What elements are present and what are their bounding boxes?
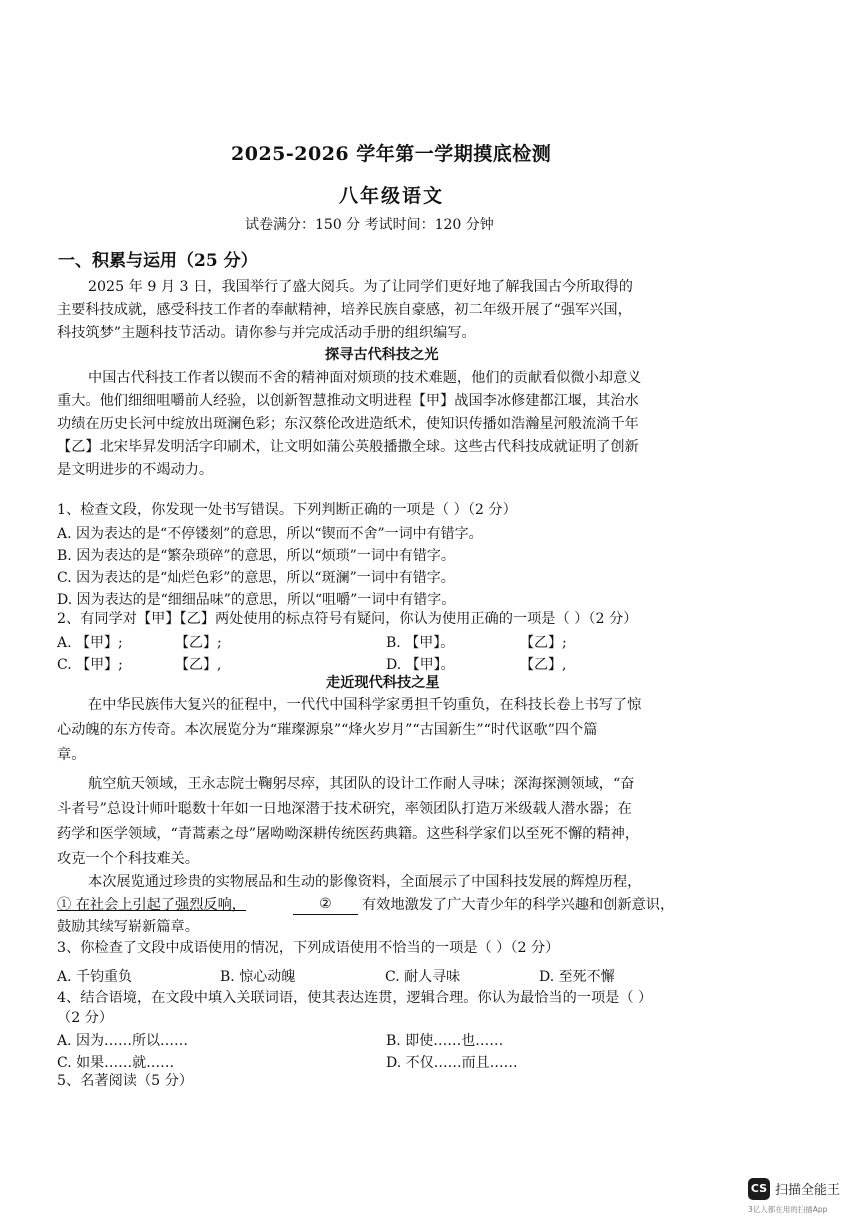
scanner-app-name: 扫描全能王 [775,1183,841,1198]
part2-line-5: 斗者号”总设计师叶聪数十年如一日地深潜于技术研究，率领团队打造万米级载人潜水器；在 [57,801,632,817]
scanner-logo-icon: CS [748,1178,770,1200]
q2-option-d-second: 【乙】, [520,657,567,673]
q4-option-a: A. 因为……所以…… [57,1033,189,1049]
part2-title: 走近现代科技之星 [326,675,440,691]
intro-line-2: 主要科技成就，感受科技工作者的奉献精神，培养民族自豪感，初二年级开展了“强军兴国， [57,302,632,318]
q2-option-a-second: 【乙】; [175,635,222,651]
q1-option-b: B. 因为表达的是“繁杂琐碎”的意思，所以“烦琐”一词中有错字。 [57,548,455,564]
blank-2-continuation: 有效地激发了广大青少年的科学兴趣和创新意识， [362,897,675,913]
exam-title: 2025-2026 学年第一学期摸底检测 [231,143,552,165]
scanner-watermark [748,1176,858,1216]
scanner-tagline: 3亿人都在用的扫描App [748,1205,828,1214]
exam-info: 试卷满分：150 分 考试时间：120 分钟 [245,217,494,233]
q2-option-c-second: 【乙】, [175,657,222,673]
q4-option-c: C. 如果……就…… [57,1055,175,1071]
q2-option-c-first: C. 【甲】; [57,657,123,673]
part2-line-8: 本次展览通过珍贵的实物展品和生动的影像资料，全面展示了中国科技发展的辉煌历程， [88,874,642,890]
q3-option-b: B. 惊心动魄 [220,969,296,985]
part1-line-2: 重大。他们细细咀嚼前人经验，以创新智慧推动文明进程【甲】战国李冰修建都江堰，其治水 [57,393,639,409]
q3-option-c: C. 耐人寻味 [385,969,461,985]
q1-option-c: C. 因为表达的是“灿烂色彩”的意思，所以“斑澜”一词中有错字。 [57,570,455,586]
part2-line-6: 药学和医学领域，“青蒿素之母”屠呦呦深耕传统医药典籍。这些科学家们以至死不懈的精神， [57,826,640,842]
exam-subtitle: 八年级语文 [339,185,445,207]
question-4: 4、结合语境，在文段中填入关联词语，使其表达连贯，逻辑合理。你认为最恰当的一项是（ ） [57,990,653,1006]
q3-option-a: A. 千钧重负 [57,969,133,985]
part2-line-7: 攻克一个个科技难关。 [57,851,199,867]
part1-line-3: 功绩在历史长河中绽放出斑澜色彩；东汉蔡伦改进造纸术，使知识传播如浩瀚星河般流淌千年 [57,416,639,432]
part2-line-3: 章。 [57,747,86,763]
q1-option-a: A. 因为表达的是“不停镂刻”的意思，所以“锲而不舍”一词中有错字。 [57,526,483,542]
blank-2: ② [293,895,358,915]
part2-line-1: 在中华民族伟大复兴的征程中，一代代中国科学家勇担千钧重负，在科技长卷上书写了惊 [88,697,642,713]
section-heading: 一、积累与运用（25 分） [58,251,258,271]
q1-option-d: D. 因为表达的是“细细品味”的意思，所以“咀嚼”一词中有错字。 [57,592,456,608]
question-1: 1、检查文段，你发现一处书写错误。下列判断正确的一项是（ ）（2 分） [57,502,517,518]
q4-option-b: B. 即使……也…… [386,1033,504,1049]
question-4-score: （2 分） [57,1010,114,1026]
intro-line-1: 2025 年 9 月 3 日，我国举行了盛大阅兵。为了让同学们更好地了解我国古今所取得的 [88,279,633,295]
q2-option-a-first: A. 【甲】; [57,635,123,651]
part1-line-1: 中国古代科技工作者以锲而不舍的精神面对烦琐的技术难题，他们的贡献看似微小却意义 [88,370,642,386]
q4-option-d: D. 不仅……而且…… [386,1055,518,1071]
blank-1-line: ① 在社会上引起了强烈反响， [57,897,246,913]
part1-title: 探寻古代科技之光 [325,347,439,363]
question-5: 5、名著阅读（5 分） [57,1073,194,1089]
q3-option-d: D. 至死不懈 [539,969,615,985]
part1-line-5: 是文明进步的不竭动力。 [57,462,214,478]
part1-line-4: 【乙】北宋毕昇发明活字印刷术，让文明如蒲公英般播撒全球。这些古代科技成就证明了创新 [57,439,639,455]
q2-option-d-first: D. 【甲】。 [386,657,455,673]
question-2: 2、有同学对【甲】【乙】两处使用的标点符号有疑问，你认为使用正确的一项是（ ）（2 分） [57,611,638,627]
q2-option-b-first: B. 【甲】。 [386,635,455,651]
part2-line-10: 鼓励其续写崭新篇章。 [57,919,199,935]
q2-option-b-second: 【乙】; [520,635,567,651]
question-3: 3、你检查了文段中成语使用的情况，下列成语使用不恰当的一项是（ ）（2 分） [57,940,560,956]
part2-line-2: 心动魄的东方传奇。本次展览分为“璀璨源泉”“烽火岁月”“古国新生”“时代讴歌”四个篇 [57,722,598,738]
intro-line-3: 科技筑梦”主题科技节活动。请你参与并完成活动手册的组织编写。 [57,325,476,341]
part2-line-4: 航空航天领域，王永志院士鞠躬尽瘁，其团队的设计工作耐人寻味；深海探测领域，“奋 [88,776,635,792]
